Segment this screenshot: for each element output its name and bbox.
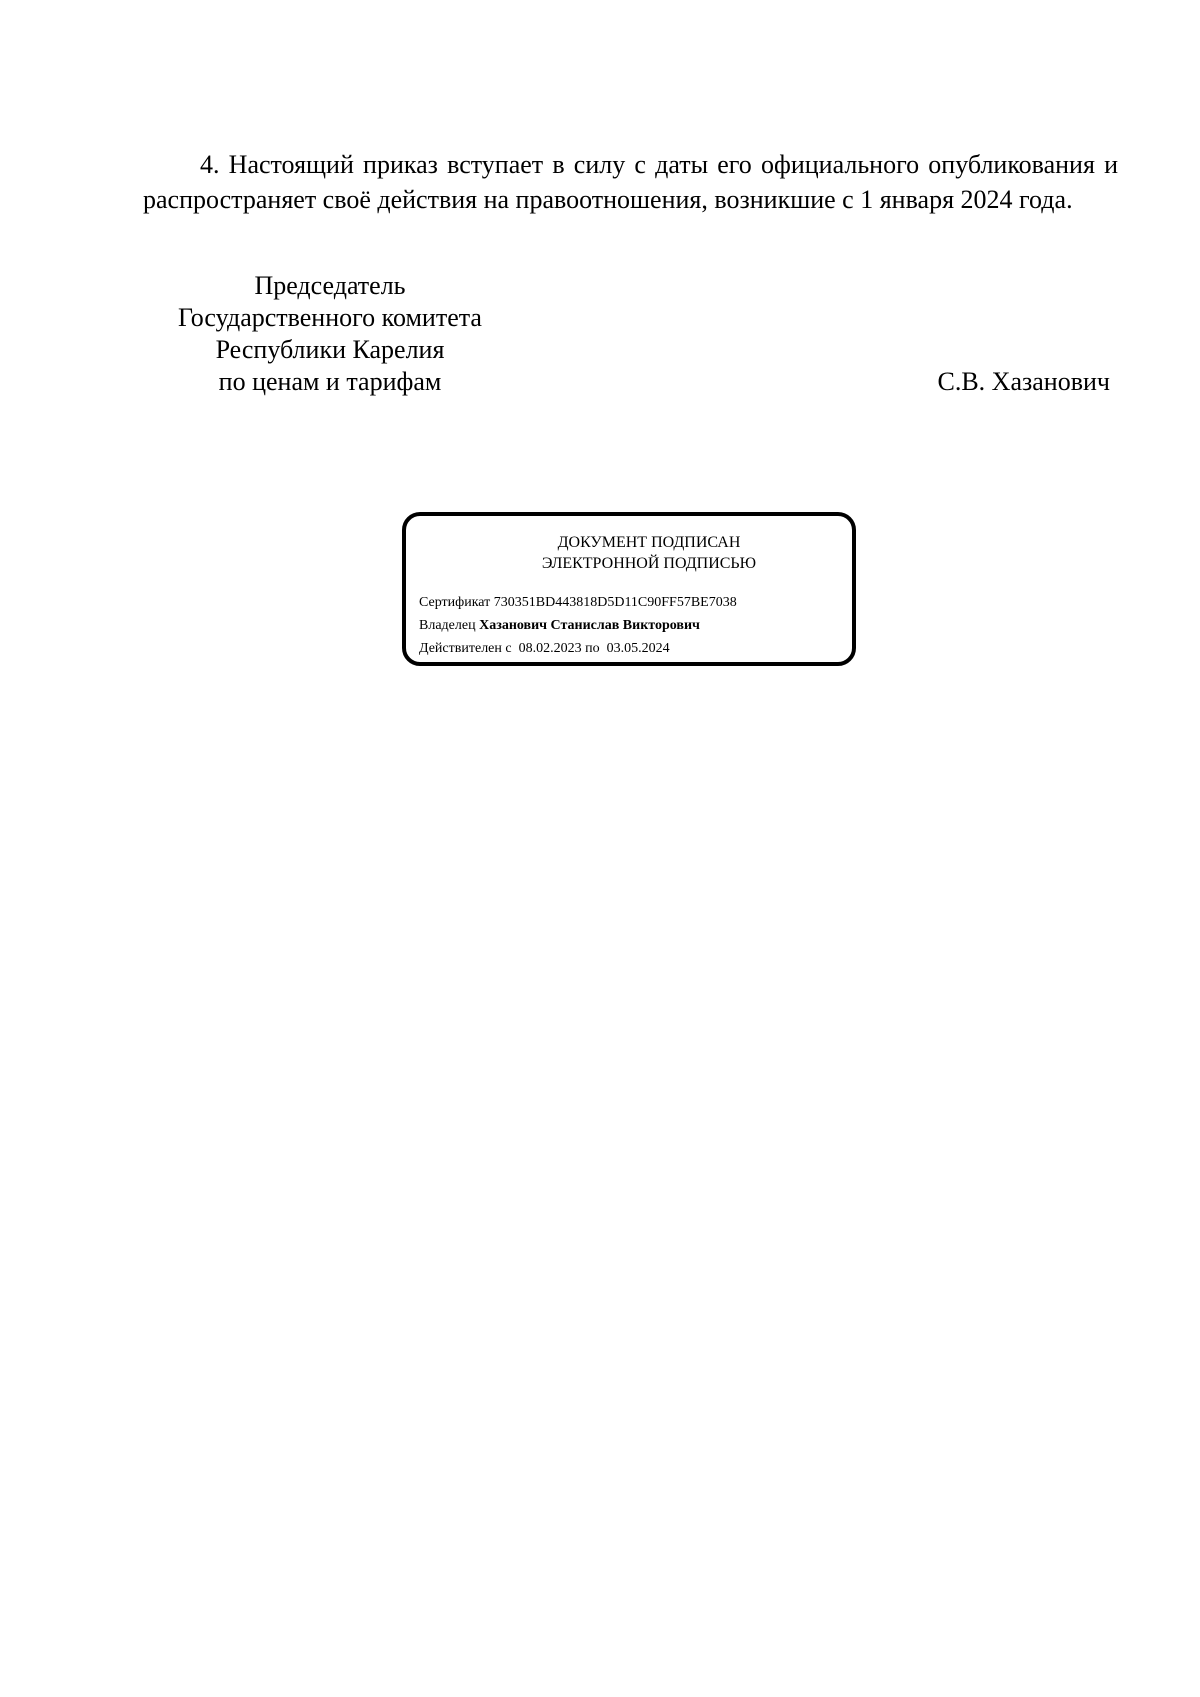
valid-to-label: по [585, 641, 600, 656]
signatory-name: С.В. Хазанович [937, 367, 1110, 396]
signatory-position [150, 270, 510, 398]
valid-from-date: 08.02.2023 [518, 641, 582, 656]
owner-value: Хазанович Станислав Викторович [479, 618, 700, 633]
stamp-validity-line [419, 640, 670, 658]
valid-from-label: Действителен с [419, 641, 512, 656]
stamp-title-line-1: ДОКУМЕНТ ПОДПИСАН [557, 534, 741, 551]
position-line-3: Республики Карелия [215, 335, 445, 364]
stamp-certificate-line [419, 594, 737, 612]
stamp-title [406, 532, 852, 574]
position-line-4: по ценам и тарифам [218, 367, 442, 396]
certificate-value: 730351BD443818D5D11C90FF57BE7038 [493, 595, 737, 610]
stamp-owner-line [419, 617, 700, 635]
certificate-label: Сертификат [419, 595, 491, 610]
position-line-1: Председатель [254, 271, 406, 300]
paragraph-4: 4. Настоящий приказ вступает в силу с даты его официального опубликования и распространяет своё действия на правоотношения, возникшие с 1 января 2024 года. [143, 150, 1118, 214]
electronic-signature-stamp [402, 512, 856, 666]
position-line-2: Государственного комитета [178, 303, 482, 332]
valid-to-date: 03.05.2024 [606, 641, 670, 656]
stamp-title-line-2: ЭЛЕКТРОННОЙ ПОДПИСЬЮ [541, 555, 757, 572]
owner-label: Владелец [419, 618, 476, 633]
